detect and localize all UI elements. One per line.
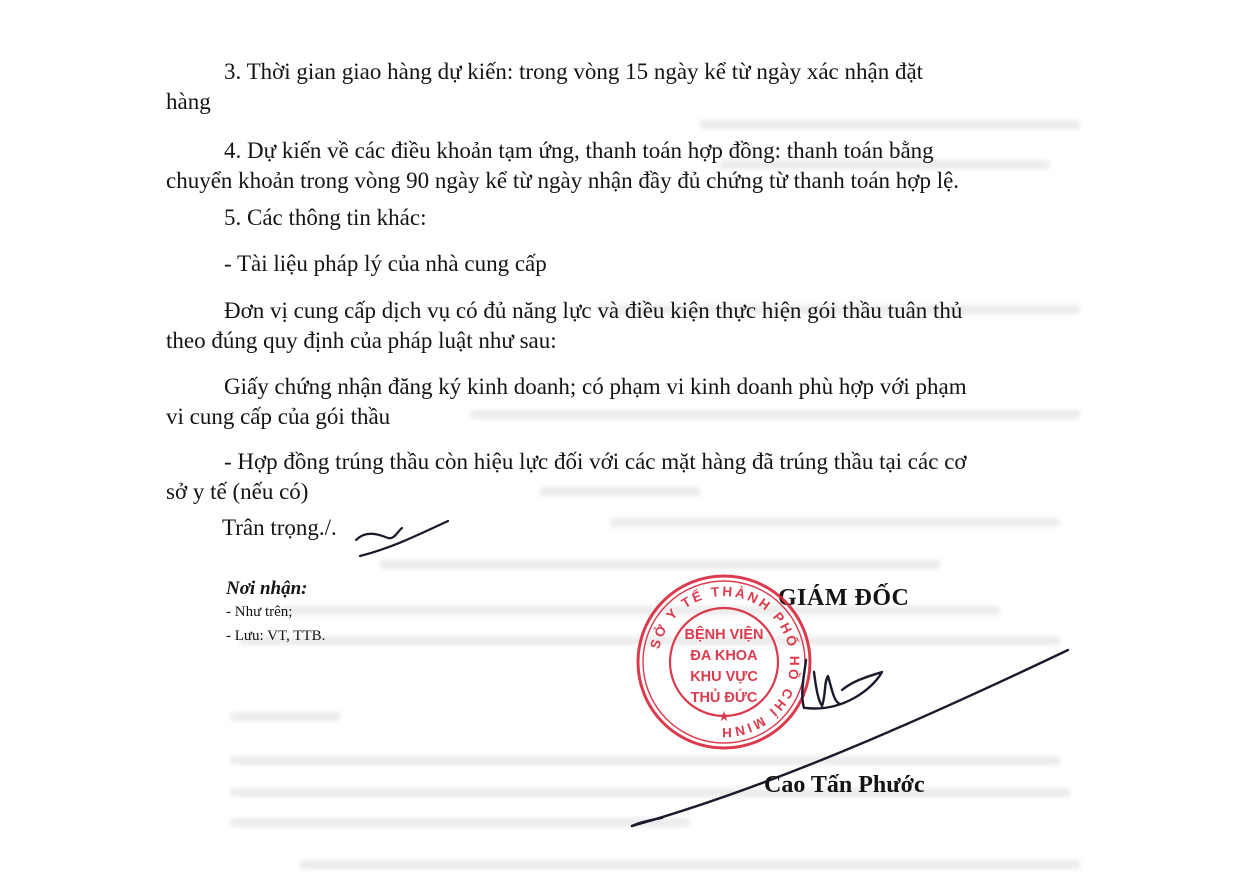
seal-center-line: ĐA KHOA bbox=[690, 648, 758, 664]
signer-title: GIÁM ĐỐC bbox=[778, 585, 910, 611]
business-license-line-2: vi cung cấp của gói thầu bbox=[166, 404, 391, 429]
capability-line-1: Đơn vị cung cấp dịch vụ có đủ năng lực và điều kiện thực hiện gói thầu tuân thủ bbox=[224, 298, 963, 323]
business-license-line-1: Giấy chứng nhận đăng ký kinh doanh; có phạm vi kinh doanh phù hợp với phạm bbox=[224, 374, 967, 399]
payment-terms-line-1: 4. Dự kiến về các điều khoản tạm ứng, thanh toán hợp đồng: thanh toán bằng bbox=[224, 138, 934, 163]
seal-center-line: THỦ ĐỨC bbox=[690, 690, 758, 706]
seal-center-line: KHU VỰC bbox=[690, 669, 758, 685]
legal-documents-item: - Tài liệu pháp lý của nhà cung cấp bbox=[224, 251, 547, 276]
closing-remark: Trân trọng./. bbox=[222, 515, 337, 540]
recipient-item: - Lưu: VT, TTB. bbox=[226, 628, 326, 644]
signer-name: Cao Tấn Phước bbox=[764, 772, 925, 798]
other-info-heading: 5. Các thông tin khác: bbox=[224, 205, 427, 230]
delivery-time-line-1: 3. Thời gian giao hàng dự kiến: trong vòng 15 ngày kể từ ngày xác nhận đặt bbox=[224, 59, 924, 84]
delivery-time-line-2: hàng bbox=[166, 89, 211, 114]
recipients-title: Nơi nhận: bbox=[226, 578, 308, 599]
capability-line-2: theo đúng quy định của pháp luật như sau: bbox=[166, 328, 557, 353]
recipient-item: - Như trên; bbox=[226, 604, 293, 620]
valid-contracts-line-1: - Hợp đồng trúng thầu còn hiệu lực đối với các mặt hàng đã trúng thầu tại các cơ bbox=[224, 449, 967, 474]
seal-star-icon: ★ bbox=[717, 709, 731, 725]
valid-contracts-line-2: sở y tế (nếu có) bbox=[166, 479, 309, 504]
seal-center-line: BỆNH VIỆN bbox=[684, 627, 764, 643]
payment-terms-line-2: chuyển khoản trong vòng 90 ngày kể từ ngày nhận đầy đủ chứng từ thanh toán hợp lệ. bbox=[166, 168, 960, 193]
seal-outer-text: SỞ Y TẾ THÀNH PHỐ HỒ CHÍ MINH bbox=[647, 583, 803, 741]
